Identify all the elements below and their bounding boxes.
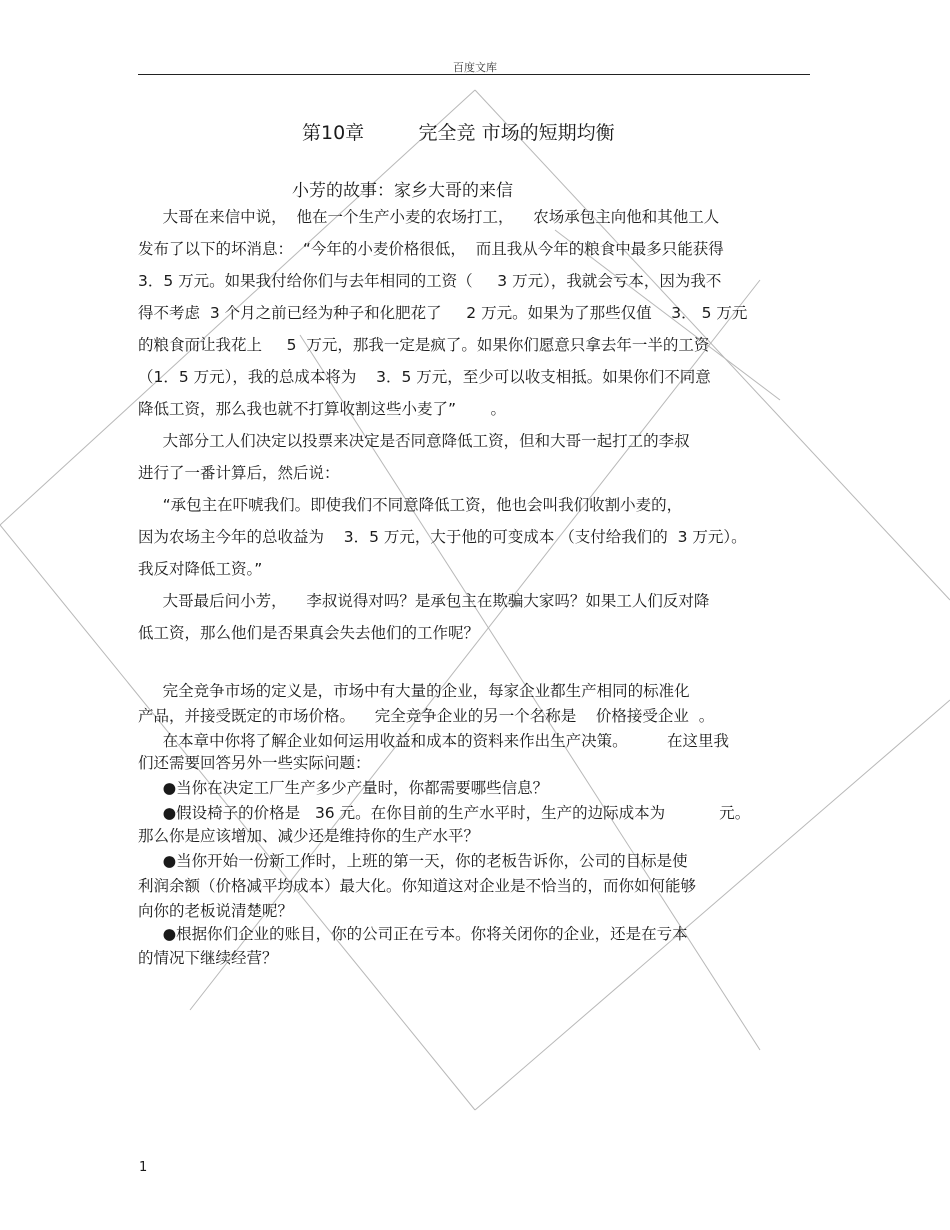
intro-line: 利润余额（价格减平均成本）最大化。你知道这对企业是不恰当的，而你如何能够: [138, 877, 697, 895]
header-divider: [138, 74, 810, 75]
intro-line: 的情况下继续经营？: [138, 949, 278, 967]
story-line: 我反对降低工资。”: [138, 560, 263, 578]
intro-line: ●当你在决定工厂生产多少产量时，你都需要哪些信息？: [138, 779, 549, 797]
story-line: 大哥最后问小芳， 李叔说得对吗？是承包主在欺骗大家吗？如果工人们反对降: [138, 592, 710, 610]
story-line: 因为农场主今年的总收益为 3．5 万元，大于他的可变成本 （支付给我们的 3 万元）。: [138, 528, 747, 546]
story-line: 降低工资，那么我也就不打算收割这些小麦了” 。: [138, 400, 507, 418]
header-label: 百度文库: [453, 61, 497, 74]
story-line: 低工资，那么他们是否果真会失去他们的工作呢？: [138, 624, 480, 642]
story-line: 得不考虑 3 个月之前已经为种子和化肥花了 2 万元。如果为了那些仅值 3． 5 万元: [138, 304, 748, 322]
intro-line: ●根据你们企业的账目，你的公司正在亏本。你将关闭你的企业，还是在亏本: [138, 925, 688, 943]
intro-line: 在本章中你将了解企业如何运用收益和成本的资料来作出生产决策。 在这里我: [138, 732, 730, 750]
story-line: 的粮食而让我花上 5 万元，那我一定是疯了。如果你们愿意只拿去年一半的工资: [138, 336, 710, 354]
intro-line: 那么你是应该增加、减少还是维持你的生产水平？: [138, 827, 480, 845]
story-line: 发布了以下的坏消息： “今年的小麦价格很低， 而且我从今年的粮食中最多只能获得: [138, 240, 724, 258]
story-line: 大哥在来信中说， 他在一个生产小麦的农场打工， 农场承包主向他和其他工人: [138, 208, 720, 226]
intro-line: 向你的老板说清楚呢？: [138, 902, 294, 920]
chapter-title: 第10章 完全竞 市场的短期均衡: [302, 122, 615, 144]
intro-line: 们还需要回答另外一些实际问题：: [138, 754, 371, 772]
story-line: 大部分工人们决定以投票来决定是否同意降低工资，但和大哥一起打工的李叔: [138, 432, 690, 450]
story-title: 小芳的故事：家乡大哥的来信: [292, 181, 513, 201]
page-number: 1: [139, 1160, 148, 1175]
intro-line: 完全竞争市场的定义是，市场中有大量的企业，每家企业都生产相同的标准化: [138, 682, 690, 700]
story-line: 3．5 万元。如果我付给你们与去年相同的工资（ 3 万元），我就会亏本，因为我不: [138, 272, 722, 290]
intro-line: ●当你开始一份新工作时，上班的第一天，你的老板告诉你，公司的目标是使: [138, 852, 688, 870]
intro-line: ●假设椅子的价格是 36 元。在你目前的生产水平时，生产的边际成本为 元。: [138, 804, 751, 822]
intro-line: 产品，并接受既定的市场价格。 完全竞争企业的另一个名称是 价格接受企业 。: [138, 707, 715, 725]
story-line: “承包主在吓唬我们。即使我们不同意降低工资，他也会叫我们收割小麦的，: [138, 496, 683, 514]
story-line: （1．5 万元），我的总成本将为 3．5 万元，至少可以收支相抵。如果你们不同意: [138, 368, 711, 386]
story-line: 进行了一番计算后，然后说：: [138, 464, 340, 482]
